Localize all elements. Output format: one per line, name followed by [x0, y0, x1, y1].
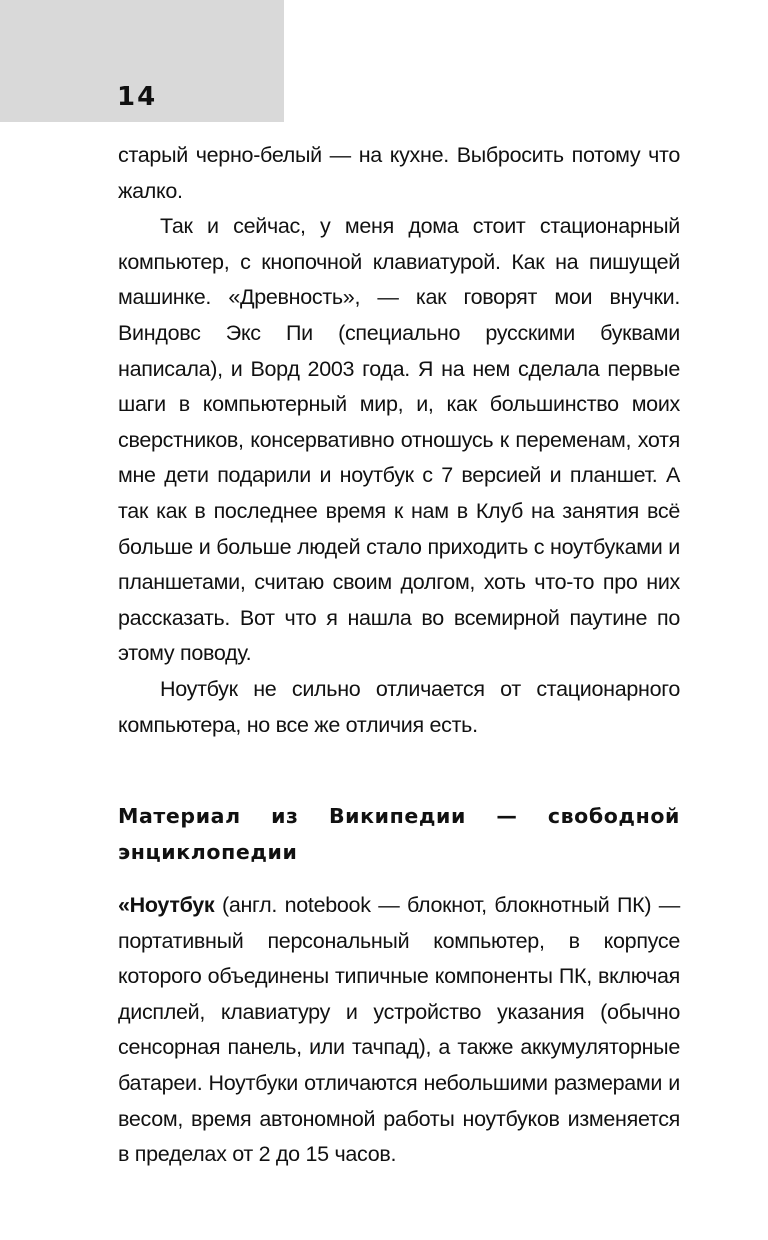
page-content — [118, 138, 680, 1173]
wiki-term: «Ноутбук — [118, 893, 215, 918]
paragraph-continuation: старый черно-белый — на кухне. Выбросить потому что жалко. — [118, 143, 680, 203]
wiki-definition-text: (англ. notebook — блокнот, блокнотный ПК) — портативный персональный компьютер, в корпусе которого объединены типичные компоненты ПК, включая дисплей, клавиатуру и устройство указания (обычно сенсорная панель, или тачпад), а также аккумуляторные батареи. Ноутбуки отличаются небольшими размерами и весом, время автономной работы ноутбуков изменяется в пределах от 2 до 15 часов. — [118, 893, 680, 1167]
wiki-definition — [118, 888, 680, 1173]
page-number: 14 — [117, 82, 158, 112]
section-heading: Материал из Википедии — свободной энциклопедии — [118, 804, 680, 865]
paragraph-computer: Так и сейчас, у меня дома стоит стационарный компьютер, с кнопочной клавиатурой. Как на пишущей машинке. «Древность», — как говорят мои внучки. Виндовс Экс Пи (специально русскими буквами написала), и Ворд 2003 года. Я на нем сделала первые шаги в компьютерный мир, и, как большинство моих сверстников, консервативно отношусь к переменам, хотя мне дети подарили и ноутбук с 7 версией и планшет. А так как в последнее время к нам в Клуб на занятия всё больше и больше людей стало приходить с ноутбуками и планшетами, считаю своим долгом, хоть что-то про них рассказать. Вот что я нашла во всемирной паутине по этому поводу. — [118, 214, 680, 666]
paragraph-notebook-intro: Ноутбук не сильно отличается от стационарного компьютера, но все же отличия есть. — [118, 676, 680, 737]
